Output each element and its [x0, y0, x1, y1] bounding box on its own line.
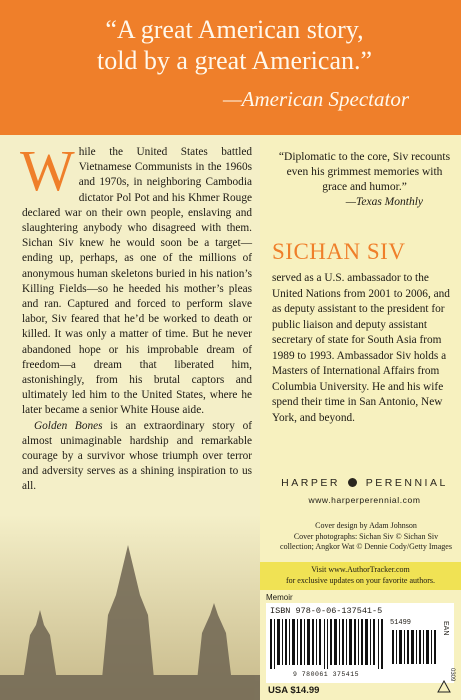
- description-paragraph-2: is an extraordinary story of almost unimaginable hardship and remarkable courage by a survivor whose triumph over terror and adversity serves as a shining inspiration to us all.: [22, 419, 252, 493]
- publisher-name-left: HARPER: [281, 477, 340, 489]
- review-quote-attribution: —Texas Monthly: [345, 196, 423, 208]
- author-tracker-band: [260, 562, 461, 590]
- tracker-line-1: Visit www.AuthorTracker.com: [311, 565, 410, 574]
- credit-line-3: collection; Angkor Wat © Dennie Cody/Getty Images: [280, 542, 452, 551]
- cover-credits: [274, 521, 458, 553]
- print-code: [449, 668, 459, 694]
- publisher-name-right: PERENNIAL: [365, 477, 448, 489]
- author-bio: served as a U.S. ambassador to the United Nations from 2001 to 2006, and as deputy assistant to the president for public liaison and deputy assistant secretary of state for South Asia from 1989 to 1993. Ambassador Siv holds a Masters of International Affairs from Columbia University. He and his wife spend their time in San Antonio, New York, and beyond.: [272, 272, 450, 424]
- price: USA $14.99: [268, 685, 320, 696]
- author-name: SICHAN SIV: [272, 239, 406, 264]
- tracker-line-2: for exclusive updates on your favorite authors.: [285, 575, 436, 585]
- credit-line-1: Cover design by Adam Johnson: [315, 521, 417, 530]
- review-quote: [278, 150, 451, 210]
- print-code-text: 0309: [449, 668, 455, 682]
- description-text: [20, 138, 252, 495]
- drop-cap: W: [20, 138, 75, 203]
- barcode-icon: [270, 619, 390, 669]
- top-quote-line-2: told by a great American.”: [96, 46, 373, 75]
- category-label: Memoir: [266, 593, 293, 602]
- ean-label: EAN: [442, 621, 449, 636]
- isbn: ISBN 978-0-06-137541-5: [270, 606, 383, 616]
- price-code: 51499: [390, 619, 412, 627]
- barcode-digits: 9 780061 375415: [292, 671, 359, 678]
- review-quote-text: “Diplomatic to the core, Siv recounts even his grimmest memories with grace and humor.”: [278, 151, 451, 193]
- top-quote: [28, 14, 441, 76]
- publisher-dot-icon: [348, 478, 357, 487]
- angkor-wat-silhouette: [0, 515, 260, 700]
- top-quote-line-1: “A great American story,: [105, 15, 364, 44]
- author-column: [260, 135, 461, 700]
- book-title: Golden Bones: [34, 419, 103, 432]
- price-barcode-icon: [392, 630, 440, 664]
- top-quote-band: [0, 0, 461, 135]
- top-quote-attribution: —American Spectator: [222, 87, 409, 111]
- barcode-panel: [266, 603, 454, 683]
- publisher-logo: [268, 477, 461, 489]
- description-paragraph-1: hile the United States battled Vietnamese Communists in the 1960s and 1970s, in neighboring Cambodia dictator Pol Pot and his Khmer Rouge declared war on their own people, enslaving and slaughtering anybody who disagreed with them. Sichan Siv knew he would soon be a target—ending up, perhaps, as one of the millions of anonymous human skeletons buried in his nation’s Killing Fields—so he heeded his mother’s pleas and ran. Captured and forced to perform slave labor, Siv feared that he’d be worked to death or killed. It was only a matter of time. But he never abandoned hope or his improbable dream of freedom—a dream that liberated him, astonishingly, from his brutal captors and ultimately led him to the United States, where he later became a senior White House aide.: [22, 146, 252, 417]
- credit-line-2: Cover photographs: Sichan Siv © Sichan Siv: [293, 531, 439, 541]
- publisher-url: www.harperperennial.com: [308, 495, 421, 505]
- description-column: [0, 135, 260, 700]
